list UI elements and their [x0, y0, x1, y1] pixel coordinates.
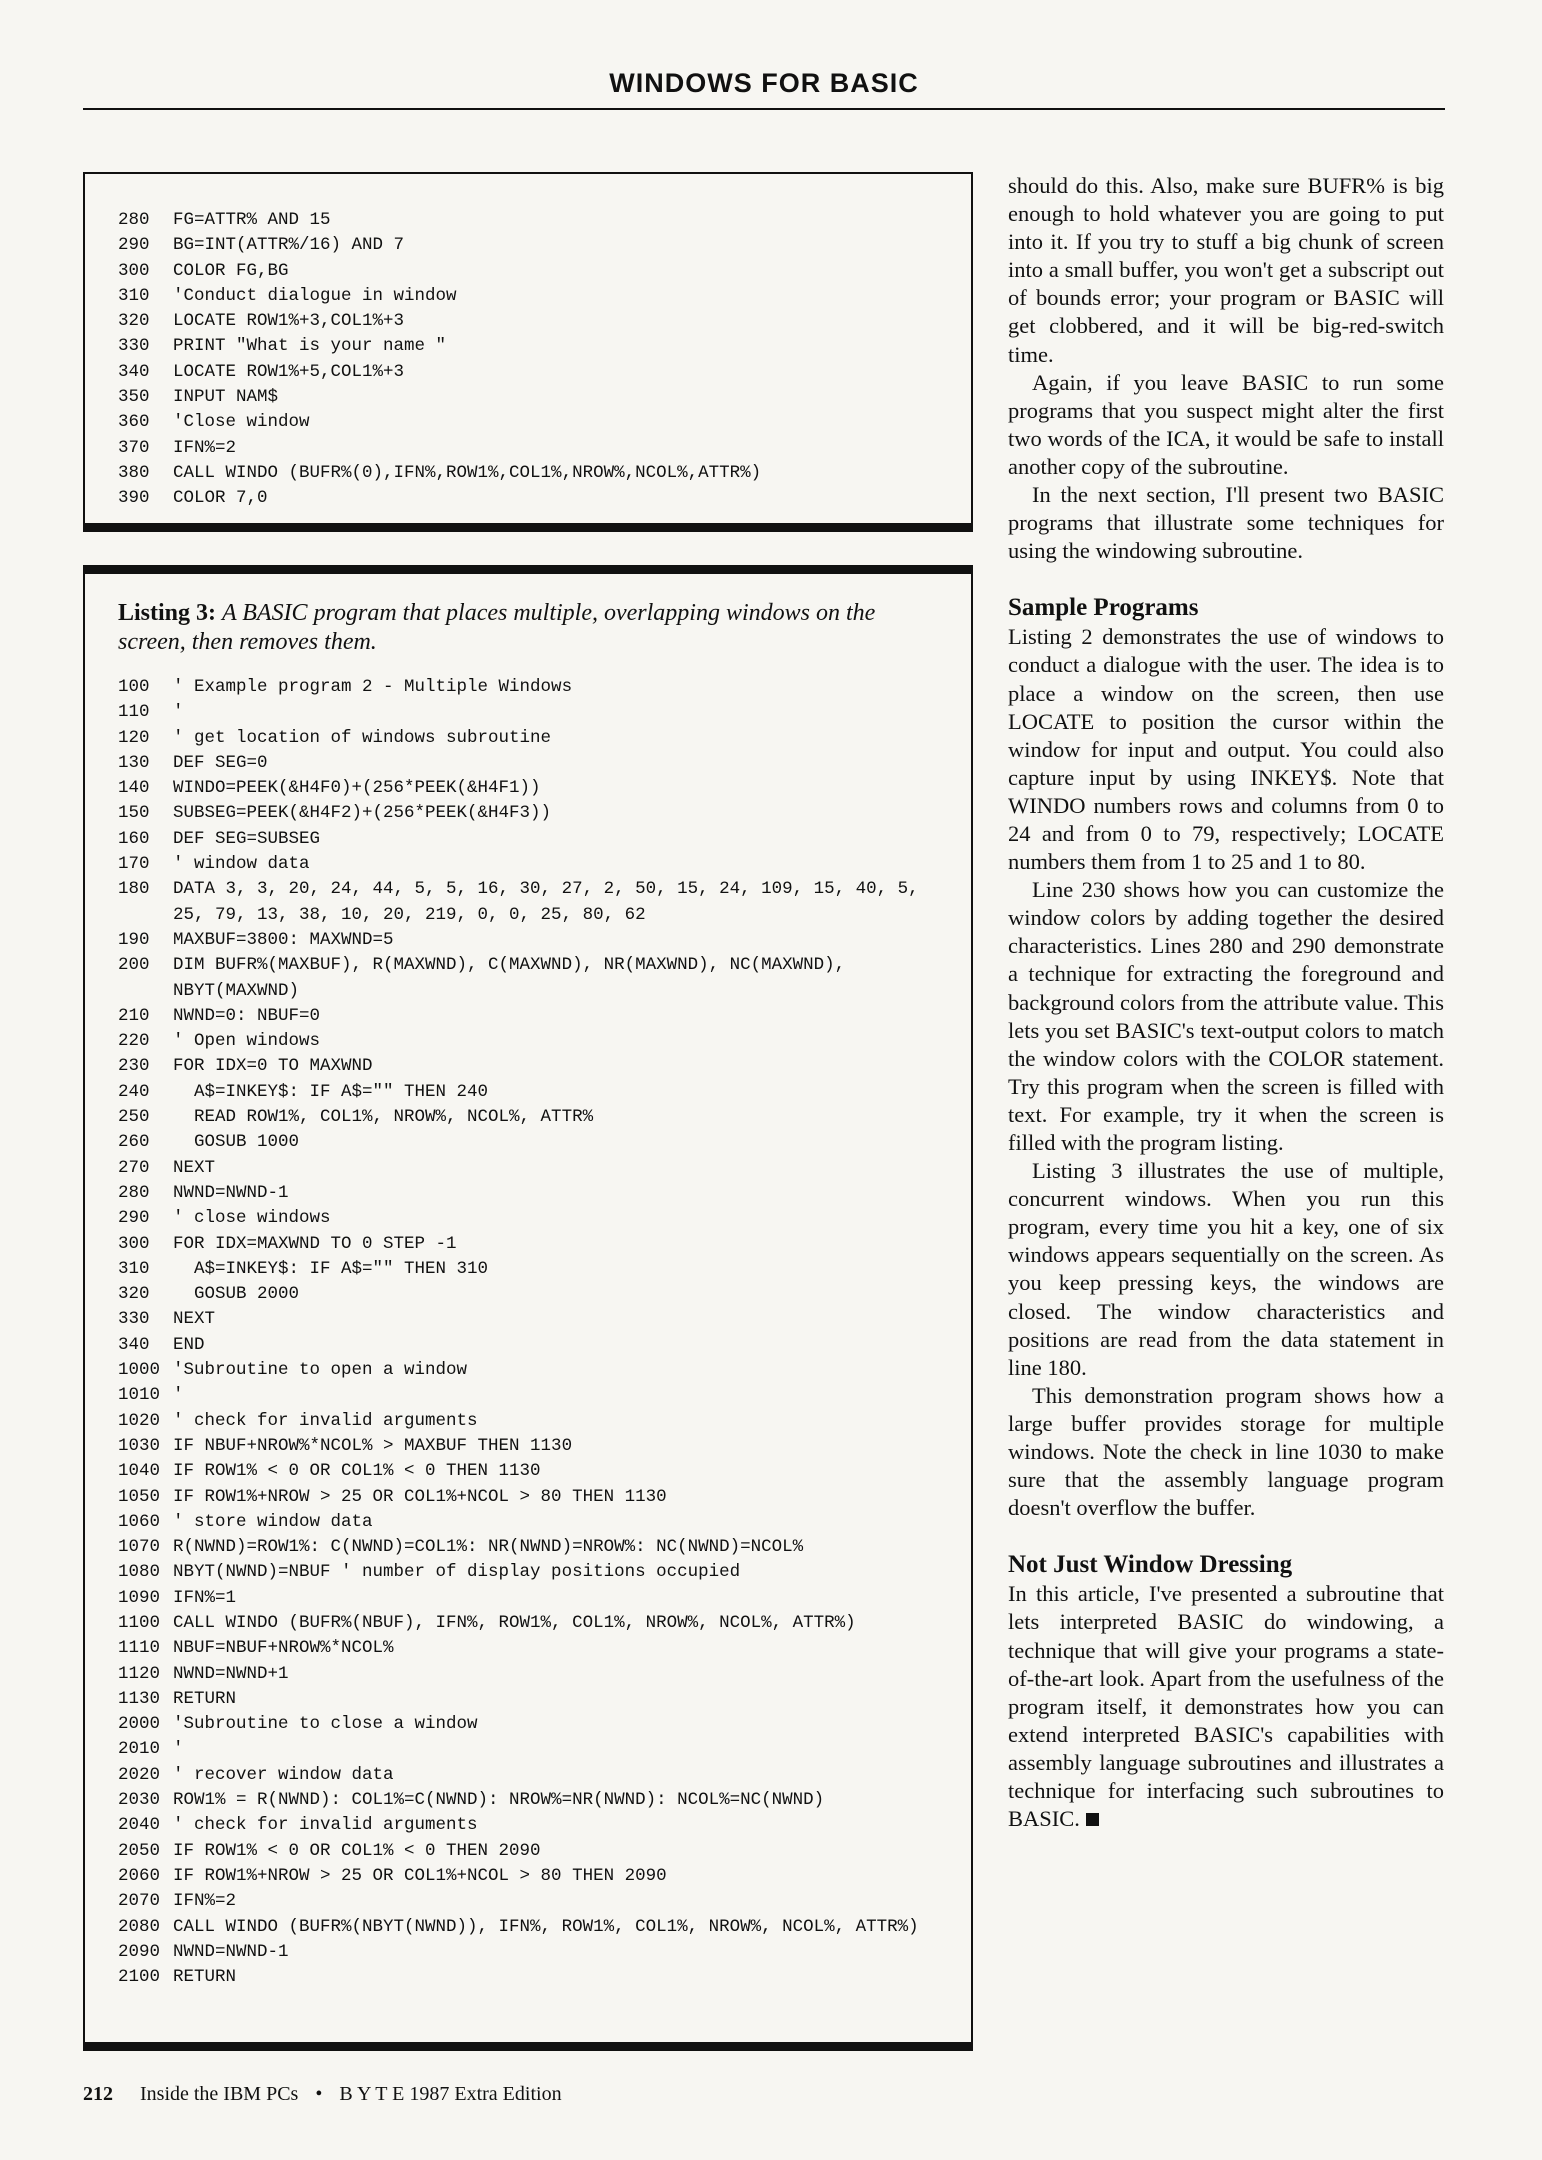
line-number: 2070: [118, 1891, 161, 1912]
code-text: ' store window data: [173, 1511, 373, 1532]
code-line: [118, 928, 919, 953]
code-text: NEXT: [173, 1309, 216, 1330]
line-number: 290: [118, 1208, 150, 1229]
code-line: [118, 1282, 919, 1307]
code-text: NBYT(NWND)=NBUF ' number of display positions occupied: [173, 1562, 741, 1583]
line-number: 310: [118, 285, 150, 306]
line-number: 350: [118, 387, 150, 408]
line-number: 2050: [118, 1840, 161, 1861]
code-line: [118, 1965, 919, 1990]
code-text: R(NWND)=ROW1%: C(NWND)=COL1%: NR(NWND)=NROW%: NC(NWND)=NCOL%: [173, 1537, 804, 1558]
line-number: 310: [118, 1258, 150, 1279]
code-line: [118, 1737, 919, 1762]
code-text: IF ROW1%+NROW > 25 OR COL1%+NCOL > 80 THEN 1130: [173, 1486, 667, 1507]
paragraph-final: [1008, 1580, 1444, 1833]
code-text: IF ROW1%+NROW > 25 OR COL1%+NCOL > 80 THEN 2090: [173, 1865, 667, 1886]
code-line: [118, 1687, 919, 1712]
line-number: 340: [118, 361, 150, 382]
code-line: [118, 1080, 919, 1105]
line-number: 260: [118, 1132, 150, 1153]
code-text: IFN%=2: [173, 437, 237, 458]
code-line: [118, 726, 919, 751]
line-number: 320: [118, 1284, 150, 1305]
line-number: 2000: [118, 1714, 161, 1735]
line-number: 390: [118, 488, 150, 509]
code-text: IF ROW1% < 0 OR COL1% < 0 THEN 1130: [173, 1461, 541, 1482]
line-number: 1010: [118, 1385, 161, 1406]
line-number: 2030: [118, 1790, 161, 1811]
code-text: ROW1% = R(NWND): COL1%=C(NWND): NROW%=NR(NWND): NCOL%=NC(NWND): [173, 1790, 825, 1811]
code-line: [118, 486, 761, 511]
code-text: LOCATE ROW1%+3,COL1%+3: [173, 311, 405, 332]
listing2-continuation-box: [83, 172, 973, 532]
code-text: IFN%=2: [173, 1891, 237, 1912]
code-text: CALL WINDO (BUFR%(0),IFN%,ROW1%,COL1%,NROW%,NCOL%,ATTR%): [173, 462, 762, 483]
code-text: ': [173, 1739, 184, 1760]
code-line: [118, 852, 919, 877]
code-text: DEF SEG=0: [173, 752, 268, 773]
listing2-code: [118, 208, 761, 512]
line-number: 1000: [118, 1360, 161, 1381]
code-line: [118, 1257, 919, 1282]
line-number: 1040: [118, 1461, 161, 1482]
code-text: DIM BUFR%(MAXBUF), R(MAXWND), C(MAXWND), NR(MAXWND), NC(MAXWND),: [173, 955, 846, 976]
code-text: INPUT NAM$: [173, 387, 279, 408]
code-text: 'Close window: [173, 412, 310, 433]
footer-section: Inside the IBM PCs: [140, 2083, 299, 2105]
code-text: NBUF=NBUF+NROW%*NCOL%: [173, 1638, 394, 1659]
code-line: [118, 309, 761, 334]
end-mark-icon: [1086, 1813, 1099, 1826]
line-number: 280: [118, 1182, 150, 1203]
code-line: [118, 208, 761, 233]
line-number: 130: [118, 752, 150, 773]
code-text: NWND=0: NBUF=0: [173, 1005, 321, 1026]
code-line: [118, 1181, 919, 1206]
code-line: [118, 1535, 919, 1560]
line-number: 2100: [118, 1967, 161, 1988]
code-line: [118, 1054, 919, 1079]
code-text: GOSUB 1000: [173, 1132, 300, 1153]
code-line: [118, 1813, 919, 1838]
line-number: 300: [118, 1233, 150, 1254]
code-line: [118, 1940, 919, 1965]
paragraph: In the next section, I'll present two BASIC programs that illustrate some techniques for using the windowing subroutine.: [1008, 482, 1444, 564]
code-line: [118, 1105, 919, 1130]
code-line: [118, 1333, 919, 1358]
code-text: CALL WINDO (BUFR%(NBUF), IFN%, ROW1%, COL1%, NROW%, NCOL%, ATTR%): [173, 1612, 856, 1633]
code-text: COLOR FG,BG: [173, 260, 289, 281]
code-text: WINDO=PEEK(&H4F0)+(256*PEEK(&H4F1)): [173, 778, 541, 799]
code-text: RETURN: [173, 1967, 237, 1988]
line-number: 220: [118, 1031, 150, 1052]
line-number: 2080: [118, 1916, 161, 1937]
code-line: [118, 1915, 919, 1940]
code-text: ' check for invalid arguments: [173, 1410, 478, 1431]
running-header: WINDOWS FOR BASIC: [609, 68, 919, 98]
code-line: [118, 1459, 919, 1484]
code-text: NEXT: [173, 1157, 216, 1178]
line-number: 290: [118, 235, 150, 256]
line-number: 140: [118, 778, 150, 799]
code-line: [118, 1889, 919, 1914]
line-number: 1080: [118, 1562, 161, 1583]
listing3-caption: [118, 599, 938, 657]
code-line: [118, 385, 761, 410]
code-text: ' Open windows: [173, 1031, 321, 1052]
code-line: [118, 1662, 919, 1687]
code-line: [118, 1763, 919, 1788]
code-text: ' recover window data: [173, 1764, 394, 1785]
code-text: IF ROW1% < 0 OR COL1% < 0 THEN 2090: [173, 1840, 541, 1861]
code-text: BG=INT(ATTR%/16) AND 7: [173, 235, 405, 256]
page-footer: [83, 2083, 562, 2106]
code-text: ': [173, 702, 184, 723]
listing3-code: [118, 675, 919, 1990]
line-number: 330: [118, 1309, 150, 1330]
code-line: [118, 675, 919, 700]
code-text: ' close windows: [173, 1208, 331, 1229]
code-line: [118, 1510, 919, 1535]
code-text: NBYT(MAXWND): [173, 980, 300, 1001]
code-line: [118, 284, 761, 309]
code-line: [118, 461, 761, 486]
code-text: CALL WINDO (BUFR%(NBYT(NWND)), IFN%, ROW1%, COL1%, NROW%, NCOL%, ATTR%): [173, 1916, 919, 1937]
code-text: RETURN: [173, 1688, 237, 1709]
line-number: 1060: [118, 1511, 161, 1532]
paragraph: Listing 3 illustrates the use of multiple, concurrent windows. When you run this program, every time you hit a key, one of six windows appears sequentially on the screen. As you keep pressing keys, the windows are closed. The window characteristics and positions are read from the data statement in line 180.: [1008, 1158, 1444, 1380]
code-line: [118, 953, 919, 978]
line-number: 2020: [118, 1764, 161, 1785]
code-text: PRINT "What is your name ": [173, 336, 447, 357]
line-number: 190: [118, 929, 150, 950]
line-number: 110: [118, 702, 150, 723]
code-line: [118, 1839, 919, 1864]
code-text: DATA 3, 3, 20, 24, 44, 5, 5, 16, 30, 27, 2, 50, 15, 24, 109, 15, 40, 5,: [173, 879, 919, 900]
code-text: ' Example program 2 - Multiple Windows: [173, 677, 573, 697]
line-number: 1020: [118, 1410, 161, 1431]
code-text: NWND=NWND-1: [173, 1182, 289, 1203]
code-line: [118, 259, 761, 284]
code-line: [118, 1232, 919, 1257]
paragraph: Listing 2 demonstrates the use of windows to conduct a dialogue with the user. The idea is to place a window on the screen, then use LOCATE to position the cursor within the window for input and output. You could also capture input by using INKEY$. Note that WINDO numbers rows and columns from 0 to 24 and from 0 to 79, respectively; LOCATE numbers them from 1 to 25 and 1 to 80.: [1008, 624, 1444, 875]
code-line: [118, 1029, 919, 1054]
line-number: 100: [118, 677, 150, 697]
code-text: 'Conduct dialogue in window: [173, 285, 457, 306]
code-line: [118, 700, 919, 725]
line-number: 180: [118, 879, 150, 900]
code-line: [118, 776, 919, 801]
code-text: GOSUB 2000: [173, 1284, 300, 1305]
section-heading-window-dressing: Not Just Window Dressing: [1008, 1551, 1293, 1579]
line-number: 150: [118, 803, 150, 824]
line-number: 1120: [118, 1663, 161, 1684]
code-text: ' get location of windows subroutine: [173, 727, 552, 748]
line-number: 300: [118, 260, 150, 281]
code-text: ': [173, 1385, 184, 1406]
code-line: [118, 1560, 919, 1585]
code-text: ' check for invalid arguments: [173, 1815, 478, 1836]
code-line: [118, 1130, 919, 1155]
code-line: [118, 1611, 919, 1636]
line-number: 170: [118, 854, 150, 875]
code-line: [118, 1004, 919, 1029]
code-text: IFN%=1: [173, 1587, 237, 1608]
line-number: 210: [118, 1005, 150, 1026]
code-line: [118, 1156, 919, 1181]
code-text: IF NBUF+NROW%*NCOL% > MAXBUF THEN 1130: [173, 1435, 573, 1456]
line-number: 380: [118, 462, 150, 483]
line-number: 320: [118, 311, 150, 332]
listing3-title: A BASIC program that places multiple, overlapping windows on the screen, then removes them.: [118, 600, 876, 655]
line-number: 200: [118, 955, 150, 976]
line-number: 1100: [118, 1612, 161, 1633]
article-column: [1008, 172, 1444, 1833]
paragraph: should do this. Also, make sure BUFR% is big enough to hold whatever you are going to put into it. If you try to stuff a big chunk of screen into a small buffer, you won't get a subscript out of bounds error; your program or BASIC will get clobbered, and it will be big-red-switch time.: [1008, 173, 1444, 367]
line-number: 2090: [118, 1941, 161, 1962]
section-heading-sample-programs: Sample Programs: [1008, 594, 1199, 622]
code-text: 'Subroutine to close a window: [173, 1714, 478, 1735]
code-line: [118, 436, 761, 461]
code-line: [118, 979, 919, 1004]
code-text: FG=ATTR% AND 15: [173, 210, 331, 230]
code-text: LOCATE ROW1%+5,COL1%+3: [173, 361, 405, 382]
code-text: DEF SEG=SUBSEG: [173, 828, 321, 849]
code-text: NWND=NWND+1: [173, 1663, 289, 1684]
line-number: 280: [118, 210, 150, 230]
line-number: 370: [118, 437, 150, 458]
line-number: 1110: [118, 1638, 161, 1659]
code-line: [118, 1434, 919, 1459]
code-line: [118, 903, 919, 928]
line-number: 1090: [118, 1587, 161, 1608]
code-line: [118, 751, 919, 776]
line-number: 330: [118, 336, 150, 357]
paragraph: Again, if you leave BASIC to run some programs that you suspect might alter the first two words of the ICA, it would be safe to install another copy of the subroutine.: [1008, 369, 1444, 479]
code-text: SUBSEG=PEEK(&H4F2)+(256*PEEK(&H4F3)): [173, 803, 552, 824]
code-text: FOR IDX=MAXWND TO 0 STEP -1: [173, 1233, 457, 1254]
line-number: 1050: [118, 1486, 161, 1507]
code-text: A$=INKEY$: IF A$="" THEN 310: [173, 1258, 489, 1279]
line-number: 360: [118, 412, 150, 433]
listing3-label: Listing 3:: [118, 600, 217, 626]
code-line: [118, 1586, 919, 1611]
line-number: 240: [118, 1081, 150, 1102]
footer-bullet: •: [315, 2083, 323, 2105]
listing3-box: [83, 565, 973, 2051]
code-text: NWND=NWND-1: [173, 1941, 289, 1962]
line-number: 160: [118, 828, 150, 849]
code-text: READ ROW1%, COL1%, NROW%, NCOL%, ATTR%: [173, 1107, 594, 1128]
line-number: 230: [118, 1056, 150, 1077]
line-number: 2060: [118, 1865, 161, 1886]
code-line: [118, 334, 761, 359]
line-number: 120: [118, 727, 150, 748]
code-line: [118, 1864, 919, 1889]
code-line: [118, 827, 919, 852]
paragraph: This demonstration program shows how a large buffer provides storage for multiple windows. Note the check in line 1030 to make sure that the assembly language program doesn't overflow the buffer.: [1008, 1382, 1444, 1521]
code-line: [118, 1307, 919, 1332]
code-line: [118, 360, 761, 385]
code-text: 25, 79, 13, 38, 10, 20, 219, 0, 0, 25, 80, 62: [173, 904, 646, 925]
page-number: 212: [83, 2083, 113, 2105]
final-paragraph-text: In this article, I've presented a subroutine that lets interpreted BASIC do windowing, a technique that will give your programs a state-of-the-art look. Apart from the usefulness of the program itself, it demonstrates how you can extend interpreted BASIC's capabilities with assembly language subroutines and illustrates a technique for interfacing such subroutines to BASIC.: [1008, 1581, 1444, 1832]
code-text: MAXBUF=3800: MAXWND=5: [173, 929, 394, 950]
code-text: END: [173, 1334, 205, 1355]
line-number: 1070: [118, 1537, 161, 1558]
code-text: 'Subroutine to open a window: [173, 1360, 468, 1381]
code-line: [118, 1788, 919, 1813]
code-line: [118, 1485, 919, 1510]
footer-magazine: B Y T E 1987 Extra Edition: [339, 2083, 562, 2105]
code-line: [118, 233, 761, 258]
line-number: 250: [118, 1107, 150, 1128]
header-rule: [83, 108, 1445, 110]
code-text: A$=INKEY$: IF A$="" THEN 240: [173, 1081, 489, 1102]
code-text: FOR IDX=0 TO MAXWND: [173, 1056, 373, 1077]
code-line: [118, 1712, 919, 1737]
code-text: COLOR 7,0: [173, 488, 268, 509]
line-number: 1130: [118, 1688, 161, 1709]
line-number: 340: [118, 1334, 150, 1355]
code-line: [118, 1206, 919, 1231]
code-line: [118, 877, 919, 902]
code-text: ' window data: [173, 854, 310, 875]
line-number: 2040: [118, 1815, 161, 1836]
code-line: [118, 1636, 919, 1661]
line-number: 2010: [118, 1739, 161, 1760]
code-line: [118, 1383, 919, 1408]
code-line: [118, 1409, 919, 1434]
line-number: 1030: [118, 1435, 161, 1456]
paragraph: Line 230 shows how you can customize the window colors by adding together the desired characteristics. Lines 280 and 290 demonstrate a technique for extracting the foreground and background colors from the attribute value. This lets you set BASIC's text-output colors to match the window colors with the COLOR statement. Try this program when the screen is filled with text. For example, try it when the screen is filled with the program listing.: [1008, 877, 1444, 1155]
line-number: 270: [118, 1157, 150, 1178]
code-line: [118, 801, 919, 826]
code-line: [118, 410, 761, 435]
code-line: [118, 1358, 919, 1383]
